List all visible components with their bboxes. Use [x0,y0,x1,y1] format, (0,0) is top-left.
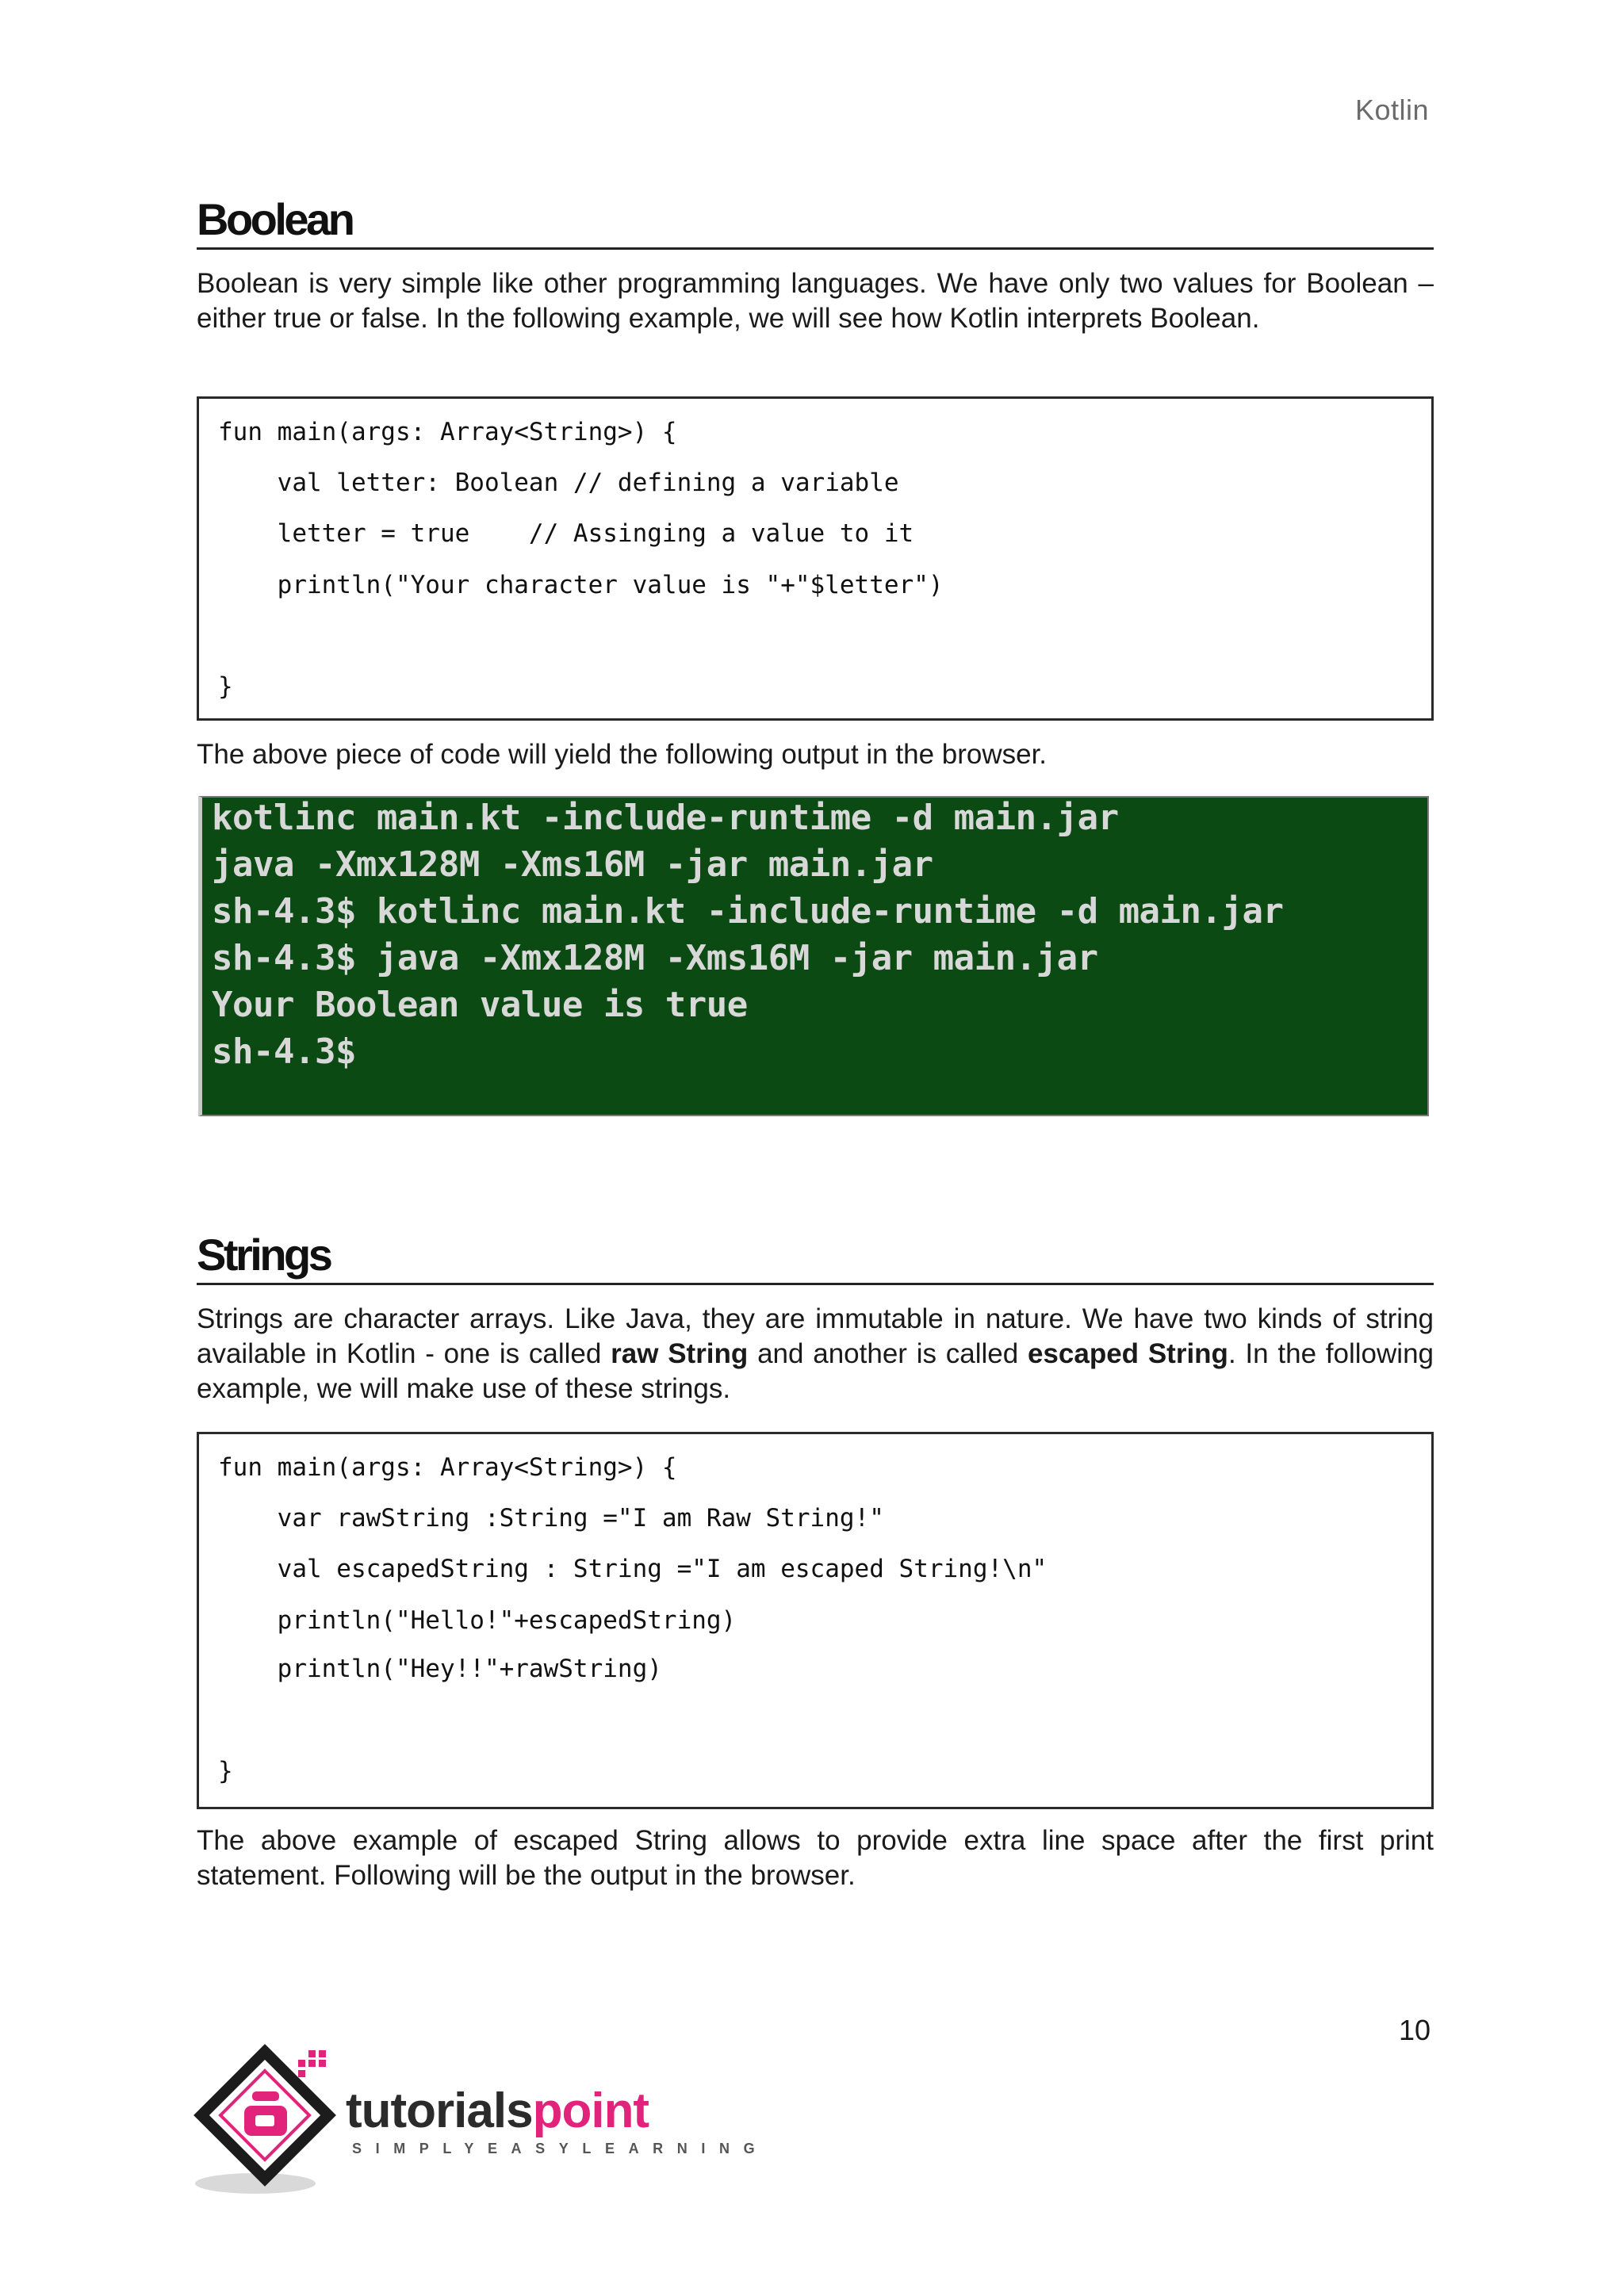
boolean-code-block [197,396,1434,721]
strings-code-block [197,1432,1434,1809]
logo-diamond-icon [193,2044,352,2202]
code-line: fun main(args: Array<String>) { [218,1453,677,1482]
code-line: val letter: Boolean // defining a variable [218,469,899,497]
boolean-section [197,195,1434,250]
boolean-intro-paragraph: Boolean is very simple like other programming languages. We have only two values for Boolean – either true or false. In the following example, we will see how Kotlin interprets Boolean. [197,268,1434,334]
page-number: 10 [1398,2014,1431,2046]
code-line: fun main(args: Array<String>) { [218,418,677,446]
intro-text: Strings are character arrays. Like Java, they are immutable in nature. We have two kinds of string available in Kotlin - one is called [197,1303,1434,1369]
logo-word-point: point [532,2084,649,2138]
code-line: var rawString :String ="I am Raw String!" [218,1504,884,1533]
section-title-boolean: Boolean [197,195,1434,250]
boolean-intro-wrap [197,266,1434,336]
strings-after-code-paragraph: The above example of escaped String allows to provide extra line space after the first print statement. Following will be the output in the browser. [197,1825,1434,1891]
terminal-line: kotlinc main.kt -include-runtime -d main.jar [212,798,1119,838]
strings-intro-wrap [197,1302,1434,1406]
strings-after-code-wrap [197,1823,1434,1893]
term-escaped-string: escaped String [1027,1338,1228,1369]
code-line: } [218,1757,233,1785]
running-header: Kotlin [1354,94,1429,126]
code-line: letter = true // Assinging a value to it [218,519,914,548]
code-line: val escapedString : String ="I am escaped String!\n" [218,1555,1048,1583]
code-line: } [218,672,233,701]
logo-word-tutorials: tutorials [346,2084,533,2138]
term-raw-string: raw String [611,1338,749,1369]
intro-text: . In the following example, we will make use of these strings. [197,1338,1434,1404]
code-line: println("Your character value is "+"$letter") [218,571,944,599]
logo-tagline: SIMPLYEASYLEARNING [352,2141,769,2156]
intro-text: and another is called [748,1338,1028,1369]
section-title-strings: Strings [197,1230,1434,1285]
terminal-line: sh-4.3$ kotlinc main.kt -include-runtime -d main.jar [212,891,1284,932]
terminal-line: sh-4.3$ [212,1031,356,1072]
code-line: println("Hello!"+escapedString) [218,1606,737,1635]
terminal-line: Your Boolean value is true [212,985,748,1025]
boolean-after-code-wrap [197,737,1434,772]
strings-section [197,1230,1434,1285]
terminal-line: java -Xmx128M -Xms16M -jar main.jar [212,844,933,885]
strings-intro-paragraph [197,1302,1434,1406]
terminal-line: sh-4.3$ java -Xmx128M -Xms16M -jar main.jar [212,938,1098,978]
terminal-output [198,796,1429,1116]
tutorialspoint-logo [193,2044,769,2202]
logo-wordmark [346,2084,649,2138]
code-line: println("Hey!!"+rawString) [218,1655,662,1683]
boolean-after-code-paragraph: The above piece of code will yield the following output in the browser. [197,739,1048,770]
